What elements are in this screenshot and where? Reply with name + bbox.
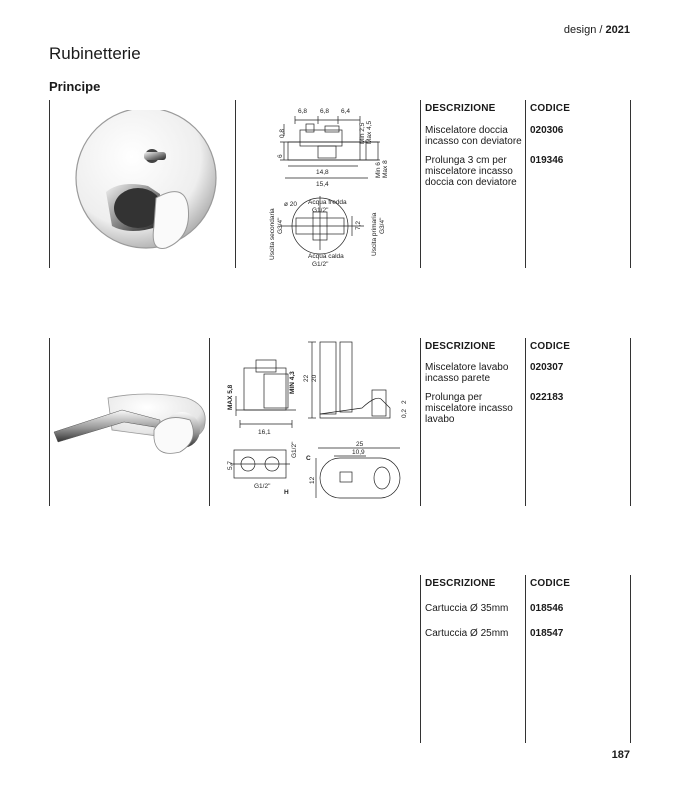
header-separator: / [596,24,606,36]
dimension-label: 6,8 [298,108,308,115]
header-brand: design [563,24,597,36]
dimension-label: Acqua calda [308,253,344,260]
dimension-label: 0,8 [279,128,286,138]
product-code: 018546 [530,603,564,614]
dimension-label: 22 [303,374,310,382]
description-line: Prolunga per [425,392,483,403]
description-line: Miscelatore doccia [425,125,508,136]
divider-line [630,338,631,506]
product-code: 020307 [530,362,564,373]
divider-line [49,100,50,268]
product-description [425,603,525,614]
dimension-label: 6,4 [341,108,351,115]
column-header-description: DESCRIZIONE [425,578,496,589]
dimension-label: 6,8 [320,108,330,115]
description-line: doccia con deviatore [425,177,517,188]
product-description [425,125,525,147]
dimension-label: G1/2" [312,207,329,214]
description-line: Cartuccia Ø 25mm [425,628,509,639]
dimension-label: G1/2" [254,483,271,490]
dimension-label: 5,7 [227,460,234,470]
product-description [425,628,525,639]
description-line: Miscelatore lavabo [425,362,509,373]
dimension-label: Min 2,5 [359,122,366,144]
dimension-label: 0,2 [401,408,408,418]
subsection-title: Principe [49,79,101,94]
dimension-label: MAX 5,8 [227,384,234,410]
dimension-label: 12 [309,476,316,484]
column-header-description: DESCRIZIONE [425,103,496,114]
divider-line [525,575,526,743]
description-line: miscelatore incasso [425,403,513,414]
dimension-label: 14,8 [316,169,329,176]
dimension-label: C [306,455,311,462]
divider-line [420,575,421,743]
column-header-code: CODICE [530,578,571,589]
shower-mixer-photo [60,110,230,260]
dimension-label: Acqua fredda [308,199,347,206]
basin-mixer-technical-drawing [212,338,417,506]
divider-line [630,100,631,268]
divider-line [525,338,526,506]
dimension-label: G3/4" [277,217,284,234]
dimension-label: 10,9 [352,449,365,456]
product-description [425,392,525,425]
dimension-label: Uscita primaria [371,212,378,256]
divider-line [49,338,50,506]
column-header-code: CODICE [530,341,571,352]
product-code: 019346 [530,155,564,166]
dimension-label: Max 8 [382,160,389,178]
page-header [540,24,630,36]
divider-line [420,338,421,506]
header-year: 2021 [605,24,630,36]
dimension-label: 15,4 [316,181,329,188]
dimension-label: ø 20 [284,201,298,208]
basin-mixer-photo [52,380,207,460]
divider-line [235,100,236,268]
product-code: 022183 [530,392,564,403]
dimension-label: Uscita secondaria [269,208,276,260]
page-number: 187 [611,749,630,761]
dimension-label: Max 4,5 [366,120,373,144]
column-header-description: DESCRIZIONE [425,341,496,352]
shower-mixer-technical-drawing [240,100,415,268]
description-line: lavabo [425,414,455,425]
divider-line [525,100,526,268]
dimension-label: Min 6 [375,162,382,178]
dimension-label: 6 [277,154,284,158]
divider-line [630,575,631,743]
description-line: incasso parete [425,373,491,384]
dimension-label: G1/2" [291,441,298,458]
product-code: 018547 [530,628,564,639]
column-header-code: CODICE [530,103,571,114]
divider-line [209,338,210,506]
dimension-label: 2 [401,400,408,404]
dimension-label: 7,2 [355,220,362,230]
product-description [425,155,525,188]
dimension-label: 25 [356,441,364,448]
description-line: miscelatore incasso [425,166,513,177]
description-line: Prolunga 3 cm per [425,155,507,166]
product-code: 020306 [530,125,564,136]
section-title: Rubinetterie [49,44,141,63]
dimension-label: MIN 4,3 [289,371,296,394]
description-line: incasso con deviatore [425,136,522,147]
product-description [425,362,525,384]
dimension-label: H [284,489,289,496]
dimension-label: G3/4" [379,217,386,234]
dimension-label: 20 [311,374,318,382]
dimension-label: G1/2" [312,261,329,268]
divider-line [420,100,421,268]
dimension-label: 16,1 [258,429,271,436]
description-line: Cartuccia Ø 35mm [425,603,509,614]
